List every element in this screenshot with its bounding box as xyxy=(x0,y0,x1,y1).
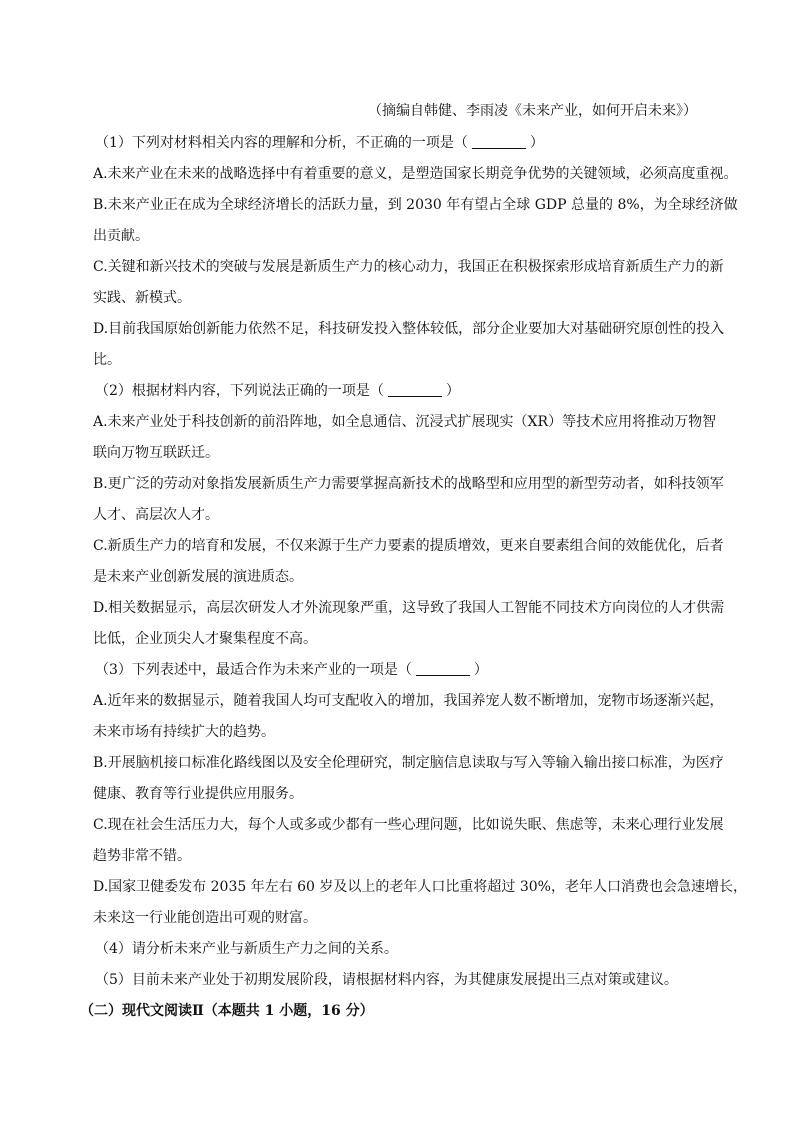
question-2-option-c-line-1: C.新质生产力的培育和发展，不仅来源于生产力要素的提质增效，更来自要素组合间的效能优化，后者 xyxy=(93,538,724,554)
question-3-option-a-line-1: A.近年来的数据显示，随着我国人均可支配收入的增加，我国养宠人数不断增加，宠物市场逐渐兴起， xyxy=(93,693,724,709)
question-1-stem-close: ） xyxy=(529,135,544,151)
section-heading: （二）现代文阅读Ⅱ（本题共 1 小题，16 分） xyxy=(80,1003,374,1019)
question-2-option-c-line-2: 是未来产业创新发展的演进质态。 xyxy=(93,569,303,585)
question-1-option-d-line-1: D.目前我国原始创新能力依然不足，科技研发投入整体较低，部分企业要加大对基础研究原创性的投入 xyxy=(93,321,725,337)
answer-blank-2[interactable] xyxy=(388,382,442,397)
question-3-stem xyxy=(95,660,488,680)
question-3-option-b-line-2: 健康、教育等行业提供应用服务。 xyxy=(93,786,303,802)
question-3-option-d-line-2: 未来这一行业能创造出可观的财富。 xyxy=(93,910,317,926)
question-3-stem-close: ） xyxy=(473,662,488,678)
question-2-stem-close: ） xyxy=(445,383,460,399)
question-2-option-b-line-2: 人才、高层次人才。 xyxy=(93,507,219,523)
question-2-stem-text: （2）根据材料内容，下列说法正确的一项是（ xyxy=(95,383,384,399)
question-1-option-b-line-1: B.未来产业正在成为全球经济增长的活跃力量，到 2030 年有望占全球 GDP 总量的 8%，为全球经济做 xyxy=(93,197,738,213)
question-1-option-d-line-2: 比。 xyxy=(93,352,121,368)
question-2-option-d-line-1: D.相关数据显示，高层次研发人才外流现象严重，这导致了我国人工智能不同技术方向岗位的人才供需 xyxy=(93,600,725,616)
answer-blank-1[interactable] xyxy=(472,134,526,149)
question-1-stem-text: （1）下列对材料相关内容的理解和分析，不正确的一项是（ xyxy=(95,135,468,151)
question-1-stem xyxy=(95,133,544,153)
question-4: （4）请分析未来产业与新质生产力之间的关系。 xyxy=(95,941,398,957)
question-3-option-d-line-1: D.国家卫健委发布 2035 年左右 60 岁及以上的老年人口比重将超过 30%，老年人口消费也会急速增长， xyxy=(93,879,747,895)
question-2-option-b-line-1: B.更广泛的劳动对象指发展新质生产力需要掌握高新技术的战略型和应用型的新型劳动者，如科技领军 xyxy=(93,476,724,492)
question-1-option-c-line-2: 实践、新模式。 xyxy=(93,290,191,306)
question-3-option-c-line-2: 趋势非常不错。 xyxy=(93,848,191,864)
question-3-option-c-line-1: C.现在社会生活压力大，每个人或多或少都有一些心理问题，比如说失眠、焦虑等，未来心理行业发展 xyxy=(93,817,724,833)
question-2-option-a-line-1: A.未来产业处于科技创新的前沿阵地，如全息通信、沉浸式扩展现实（XR）等技术应用将推动万物智 xyxy=(93,414,717,430)
source-citation: （摘编自韩健、李雨凌《未来产业，如何开启未来》） xyxy=(368,103,697,119)
answer-blank-3[interactable] xyxy=(416,661,470,676)
question-3-option-a-line-2: 未来市场有持续扩大的趋势。 xyxy=(93,724,275,740)
question-1-option-a: A.未来产业在未来的战略选择中有着重要的意义，是塑造国家长期竞争优势的关键领域，必须高度重视。 xyxy=(93,166,738,182)
question-1-option-c-line-1: C.关键和新兴技术的突破与发展是新质生产力的核心动力，我国正在积极探索形成培育新质生产力的新 xyxy=(93,259,724,275)
question-1-option-b-line-2: 出贡献。 xyxy=(93,228,149,244)
question-3-option-b-line-1: B.开展脑机接口标准化路线图以及安全伦理研究，制定脑信息读取与写入等输入输出接口标准，为医疗 xyxy=(93,755,724,771)
question-2-option-a-line-2: 联向万物互联跃迁。 xyxy=(93,445,219,461)
question-5: （5）目前未来产业处于初期发展阶段，请根据材料内容，为其健康发展提出三点对策或建议。 xyxy=(95,972,678,988)
question-2-stem xyxy=(95,381,460,401)
question-2-option-d-line-2: 比低，企业顶尖人才聚集程度不高。 xyxy=(93,631,317,647)
question-3-stem-text: （3）下列表述中，最适合作为未来产业的一项是（ xyxy=(95,662,412,678)
